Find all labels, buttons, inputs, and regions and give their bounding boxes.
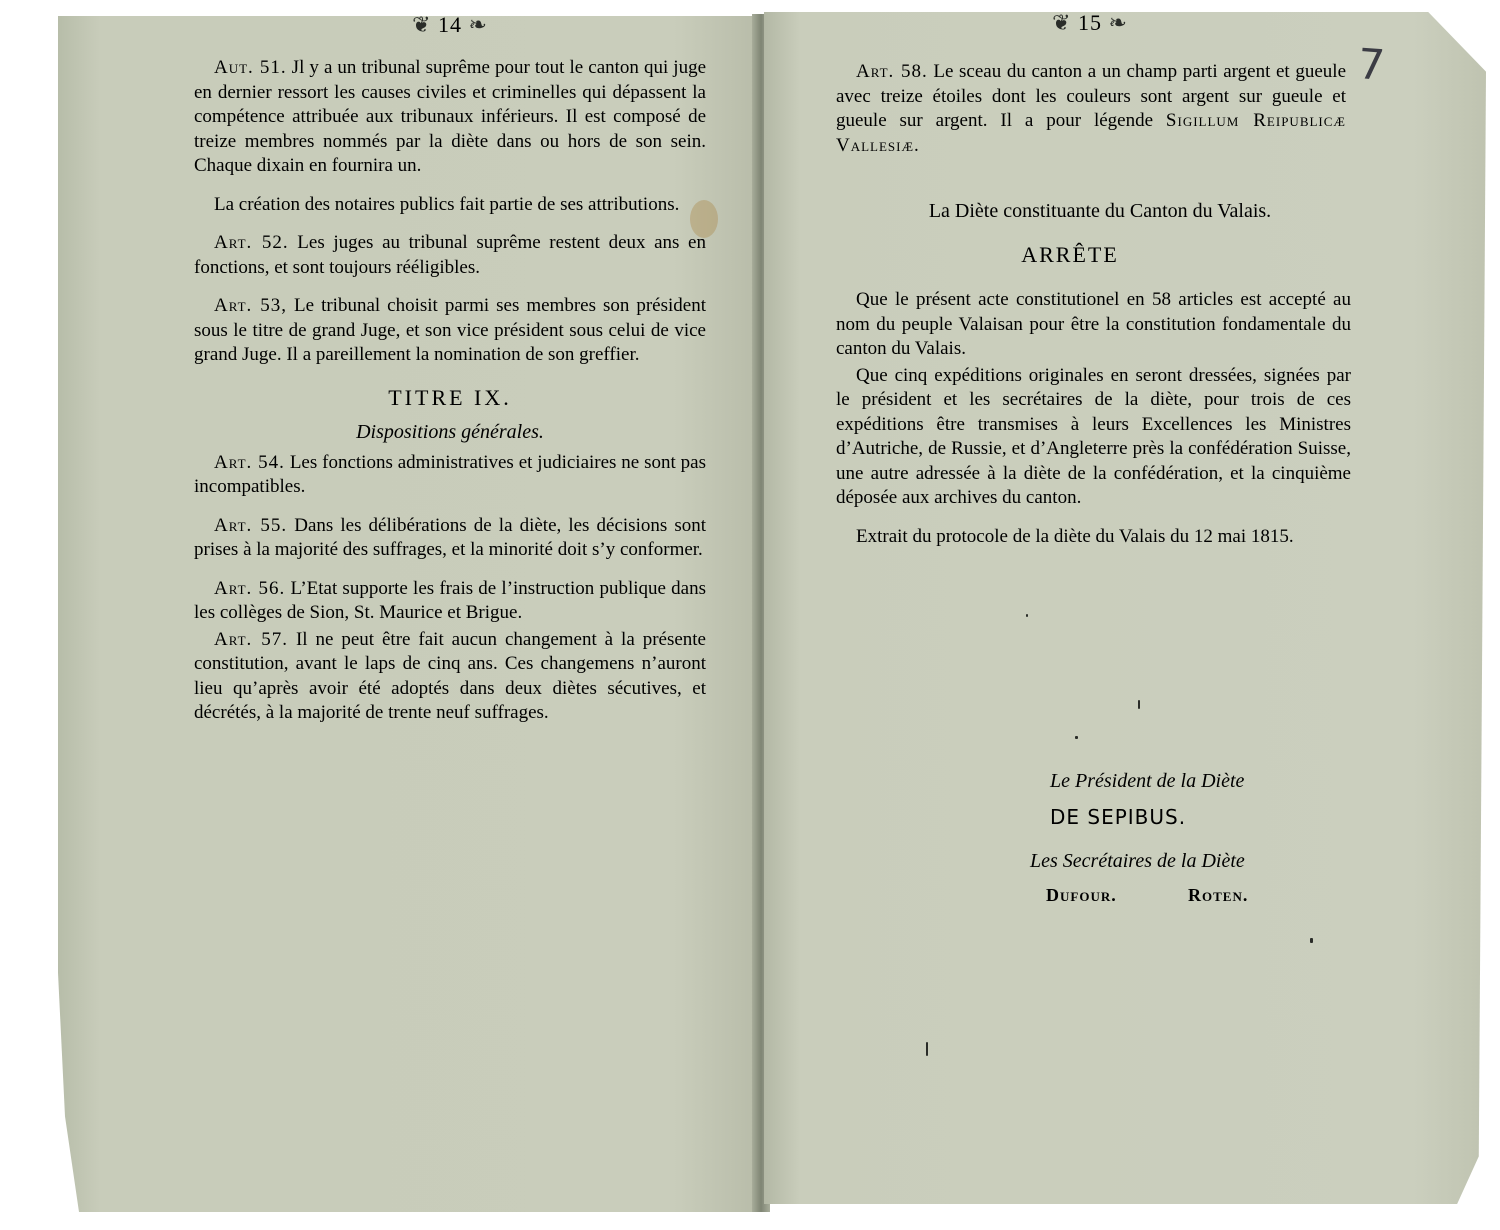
- right-page: [764, 12, 1486, 1204]
- secretaries-title: Les Secrétaires de la Diète: [1030, 850, 1245, 872]
- article-55: Art. 55. Dans les délibérations de la diète, les décisions sont prises à la majorité des suffrages, et la minorité doit s’y conformer.: [194, 514, 706, 560]
- ink-speck: [1310, 938, 1313, 943]
- arrete-heading: ARRÊTE: [1021, 242, 1119, 267]
- resolution-paragraph-1: Que le présent acte constitutionel en 58 articles est accepté au nom du peuple Valaisan pour être la constitution fondamentale du canton du Valais.: [836, 289, 1351, 359]
- left-text-column: [194, 56, 706, 740]
- article-51-continued: La création des notaires publics fait partie de ses attributions.: [214, 193, 680, 215]
- protocol-extract: Extrait du protocole de la diète du Valais du 12 mai 1815.: [856, 525, 1294, 547]
- article-53: Art. 53, Le tribunal choisit parmi ses membres son président sous le titre de grand Juge, et son vice président sous celui de vice grand Juge. Il a pareillement la nomination de son greffier.: [194, 295, 706, 365]
- titre-subheading: Dispositions générales.: [356, 421, 544, 443]
- secretary-roten: Roten.: [1188, 885, 1249, 905]
- ornament-icon: ❧: [462, 12, 488, 37]
- article-56: Art. 56. L’Etat supporte les frais de l’instruction publique dans les collèges de Sion, St. Maurice et Brigue.: [194, 577, 707, 623]
- ink-speck: [1138, 700, 1140, 709]
- titre-heading: TITRE IX.: [388, 384, 512, 410]
- right-article-58: [836, 60, 1346, 158]
- article-54: Art. 54. Les fonctions administratives et judiciaires ne sont pas incompatibles.: [194, 451, 707, 497]
- secretary-dufour: Dufour.: [1046, 885, 1117, 905]
- ornament-icon: ❦: [1052, 10, 1078, 35]
- ink-speck: [1075, 736, 1078, 739]
- ink-speck: [1026, 614, 1028, 617]
- article-52: Art. 52. Les juges au tribunal suprême restent deux ans en fonctions, et sont toujours rééligibles.: [194, 232, 706, 278]
- left-page-number: ❦ 14 ❧: [412, 12, 488, 37]
- president-name: DE SEPIBUS.: [1050, 805, 1187, 829]
- diete-line: La Diète constituante du Canton du Valais.: [928, 200, 1272, 222]
- resolution-paragraph-2: Que cinq expéditions originales en seront dressées, signées par le président et les secrétaires de la diète, pour trois de ces expéditions être transmises à leurs Excellences les Ministres d’Autriche, de Russie, et d’Angleterre près la confédération Suisse, une autre adressée à la diète de la confédération, et la cinquième déposée aux archives du canton.: [836, 364, 1351, 508]
- ink-speck: [926, 1042, 928, 1056]
- handwritten-page-mark: 7: [1356, 39, 1387, 90]
- article-57: Art. 57. Il ne peut être fait aucun changement à la présente constitution, avant le laps de cinq ans. Ces changemens n’auront lieu qu’après avoir été adoptés dans deux diètes sécutives, et décrétés, à la majorité de trente neuf suffrages.: [194, 628, 706, 723]
- right-resolution-text: [836, 288, 1351, 563]
- ornament-icon: ❦: [412, 12, 438, 37]
- ornament-icon: ❧: [1102, 10, 1128, 35]
- president-title: Le Président de la Diète: [1050, 770, 1245, 792]
- right-page-number: ❦ 15 ❧: [1052, 10, 1128, 35]
- article-58: Art. 58. Le sceau du canton a un champ parti argent et gueule avec treize étoiles dont les couleurs sont argent sur gueule et gueule sur argent. Il a pour légende Sigillum Reipublicæ Vallesiæ.: [836, 61, 1346, 156]
- article-51: Aut. 51. Jl y a un tribunal suprême pour tout le canton qui juge en dernier ressort les causes civiles et criminelles qui dépassent la compétence attribuée aux tribunaux inférieurs. Il est composé de treize membres nommés par la diète dans ou hors de son sein. Chaque dixain en fournira un.: [194, 57, 707, 176]
